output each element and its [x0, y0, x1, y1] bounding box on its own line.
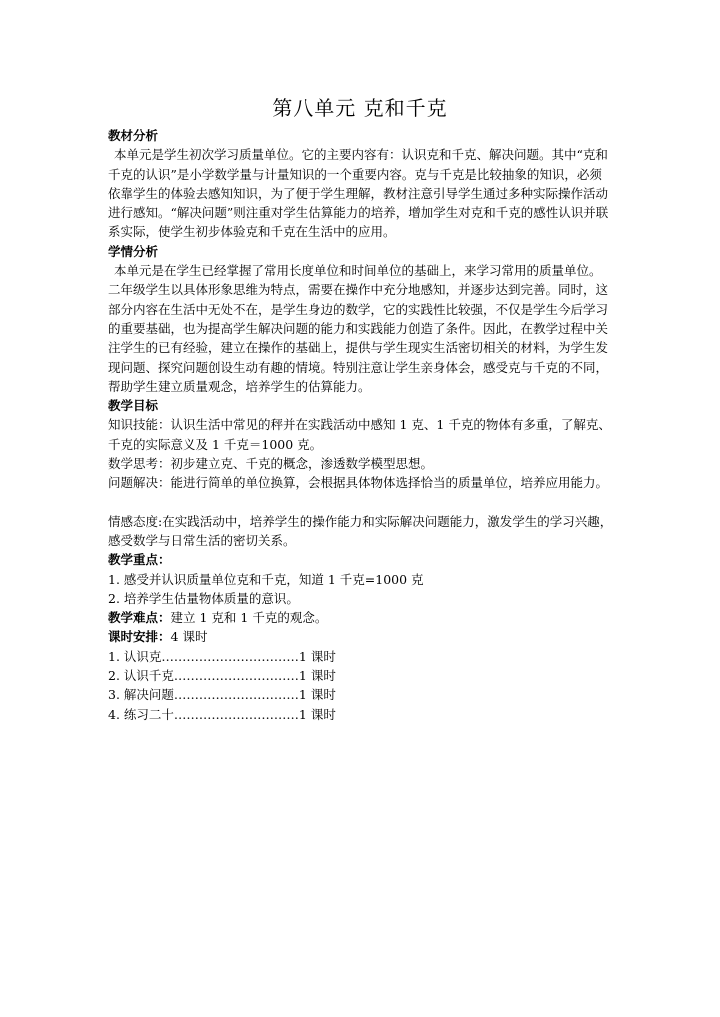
- goal-knowledge: 知识技能：认识生活中常见的秤并在实践活动中感知 1 克、1 千克的物体有多重，了解克、千克的实际意义及 1 千克＝1000 克。: [108, 417, 611, 452]
- key-item: 1. 感受并认识质量单位克和千克，知道 1 千克=1000 克: [108, 571, 424, 587]
- key-item: 2. 培养学生估量物体质量的意识。: [108, 590, 299, 606]
- schedule-heading: 课时安排：: [108, 629, 171, 645]
- analysis-heading: 教材分析: [108, 128, 159, 143]
- schedule-item: 4. 练习二十…………………………1 课时: [108, 706, 336, 722]
- schedule-text: 4 课时: [170, 629, 208, 645]
- key-heading: 教学重点：: [108, 552, 171, 568]
- schedule-line: [108, 627, 613, 646]
- schedule-item: 1. 认识克……………………………1 课时: [108, 648, 336, 664]
- analysis-paragraph: 本单元是学生初次学习质量单位。它的主要内容有：认识克和千克、解决问题。其中“克和千克的认识”是小学数学量与计量知识的一个重要内容。克与千克是比较抽象的知识，必须依靠学生的体验去感知知识，为了便于学生理解，教材注意引导学生通过多种实际操作活动进行感知。“解决问题”则注重对学生估算能力的培养，增加学生对克和千克的感性认识并联系实际，使学生初步体验克和千克在生活中的应用。: [108, 147, 609, 240]
- difficulty-text: 建立 1 克和 1 千克的观念。: [170, 610, 328, 626]
- difficulty-line: [108, 608, 613, 627]
- page-title: 第八单元 克和千克: [272, 96, 448, 120]
- learner-paragraph: 本单元是在学生已经掌握了常用长度单位和时间单位的基础上，来学习常用的质量单位。二年级学生以具体形象思维为特点，需要在操作中充分地感知，并逐步达到完善。同时，这部分内容在生活中无处不在，是学生身边的数学，它的实践性比较强，不仅是学生今后学习的重要基础，也为提高学生解决问题的能力和实践能力创造了条件。因此，在教学过程中关注学生的已有经验，建立在操作的基础上，提供与学生现实生活密切相关的材料，为学生发现问题、探究问题创设生动有趣的情境。特别注意让学生亲身体会，感受克与千克的不同，帮助学生建立质量观念，培养学生的估算能力。: [108, 263, 609, 394]
- goal-math: 数学思考：初步建立克、千克的概念，渗透数学模型思想。: [108, 456, 434, 472]
- spacer: [108, 493, 613, 512]
- learner-heading: 学情分析: [108, 243, 159, 259]
- schedule-item: 3. 解决问题…………………………1 课时: [108, 687, 336, 703]
- document-body: [108, 126, 613, 724]
- goals-heading: 教学目标: [108, 398, 159, 414]
- schedule-item: 2. 认识千克…………………………1 课时: [108, 668, 336, 684]
- goal-problem: 问题解决：能进行简单的单位换算，会根据具体物体选择恰当的质量单位，培养应用能力。: [108, 475, 609, 491]
- difficulty-heading: 教学难点：: [108, 610, 171, 626]
- goal-emotion: 情感态度:在实践活动中，培养学生的操作能力和实际解决问题能力，激发学生的学习兴趣，感受数学与日常生活的密切关系。: [108, 513, 613, 548]
